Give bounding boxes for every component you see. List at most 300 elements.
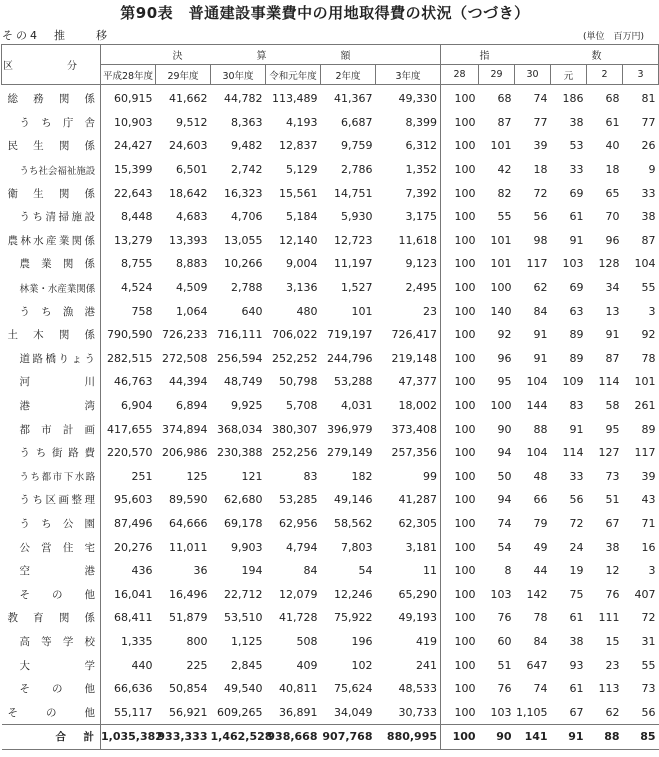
index-cell: 78 xyxy=(641,351,656,365)
index-cell: 100 xyxy=(441,630,479,654)
index-cell: 65 xyxy=(605,186,620,200)
amount-cell: 4,794 xyxy=(286,540,318,554)
index-cell: 114 xyxy=(598,375,620,389)
amount-cell: 8,755 xyxy=(121,257,153,271)
index-cell: 79 xyxy=(533,516,548,530)
amount-cell: 24,603 xyxy=(169,139,208,153)
amount-cell: 1,035,382 xyxy=(101,725,156,750)
row-label: 衛生関係 xyxy=(2,181,101,205)
amount-cell: 182 xyxy=(351,469,373,483)
amount-cell: 396,979 xyxy=(327,422,373,436)
index-cell: 95 xyxy=(605,422,620,436)
index-cell: 72 xyxy=(569,516,584,530)
index-cell: 51 xyxy=(497,658,512,672)
index-cell: 61 xyxy=(569,611,584,625)
amount-cell: 8,399 xyxy=(405,115,438,129)
amount-cell: 95,603 xyxy=(114,493,153,507)
amount-cell: 1,527 xyxy=(341,281,373,295)
table-row xyxy=(2,370,659,394)
index-cell: 100 xyxy=(441,394,479,418)
amount-cell: 279,149 xyxy=(327,446,373,460)
index-cell: 74 xyxy=(533,682,548,696)
amount-cell: 4,031 xyxy=(341,399,373,413)
index-cell: 61 xyxy=(569,682,584,696)
amount-cell: 206,986 xyxy=(162,446,208,460)
table-row xyxy=(2,394,659,418)
index-cell: 92 xyxy=(641,328,656,342)
index-cell: 100 xyxy=(441,535,479,559)
amount-cell: 907,768 xyxy=(321,725,376,750)
amount-cell: 230,388 xyxy=(217,446,263,460)
index-cell: 100 xyxy=(441,134,479,158)
index-cell: 98 xyxy=(533,233,548,247)
amount-cell: 9,759 xyxy=(341,139,373,153)
amount-cell: 609,265 xyxy=(217,705,263,719)
index-cell: 38 xyxy=(569,634,584,648)
amount-cell: 719,197 xyxy=(327,328,373,342)
index-cell: 93 xyxy=(569,658,584,672)
amount-cell: 1,335 xyxy=(121,634,153,648)
index-cell: 66 xyxy=(533,493,548,507)
amount-cell: 101 xyxy=(351,304,373,318)
amount-cell: 374,894 xyxy=(162,422,208,436)
index-cell: 94 xyxy=(497,493,512,507)
index-cell: 100 xyxy=(441,158,479,182)
index-cell: 38 xyxy=(641,210,656,224)
index-cell: 3 xyxy=(648,304,656,318)
amount-cell: 15,561 xyxy=(279,186,318,200)
index-cell: 88 xyxy=(533,422,548,436)
index-cell: 127 xyxy=(598,446,620,460)
index-cell: 67 xyxy=(605,516,620,530)
table-row xyxy=(2,276,659,300)
index-cell: 100 xyxy=(441,181,479,205)
amount-cell: 480 xyxy=(296,304,318,318)
table-subtitle: その4 推 移 xyxy=(2,29,110,42)
index-cell: 75 xyxy=(569,587,584,601)
index-cell: 84 xyxy=(533,634,548,648)
amount-cell: 62,956 xyxy=(279,516,318,530)
amount-cell: 60,915 xyxy=(114,92,153,106)
index-cell: 67 xyxy=(569,705,584,719)
amount-cell: 50,798 xyxy=(279,375,318,389)
index-cell: 33 xyxy=(641,186,656,200)
amount-cell: 368,034 xyxy=(217,422,263,436)
index-cell: 60 xyxy=(497,634,512,648)
table-row xyxy=(2,677,659,701)
index-cell: 100 xyxy=(441,85,479,111)
amount-cell: 10,903 xyxy=(114,115,153,129)
header-index-year: 28 xyxy=(441,65,479,85)
amount-cell: 11,618 xyxy=(398,233,438,247)
amount-cell: 68,411 xyxy=(114,611,153,625)
index-cell: 100 xyxy=(441,512,479,536)
row-label: 農林水産業関係 xyxy=(2,229,101,253)
amount-cell: 46,763 xyxy=(114,375,153,389)
index-cell: 128 xyxy=(598,257,620,271)
amount-cell: 706,022 xyxy=(272,328,318,342)
row-label: 河川 xyxy=(2,370,101,394)
amount-cell: 2,845 xyxy=(231,658,263,672)
amount-cell: 12,246 xyxy=(334,587,373,601)
amount-cell: 75,922 xyxy=(334,611,373,625)
index-cell: 18 xyxy=(533,163,548,177)
header-amount-year: 30年度 xyxy=(211,65,266,85)
amount-cell: 9,903 xyxy=(231,540,263,554)
amount-cell: 6,894 xyxy=(176,399,208,413)
amount-cell: 22,712 xyxy=(224,587,263,601)
index-cell: 89 xyxy=(569,328,584,342)
amount-cell: 272,508 xyxy=(162,351,208,365)
index-cell: 70 xyxy=(605,210,620,224)
index-cell: 23 xyxy=(605,658,620,672)
index-cell: 91 xyxy=(569,233,584,247)
row-label: 都市計画 xyxy=(2,417,101,441)
row-label: 空港 xyxy=(2,559,101,583)
amount-cell: 938,668 xyxy=(266,725,321,750)
index-cell: 103 xyxy=(490,705,512,719)
index-cell: 77 xyxy=(641,115,656,129)
index-cell: 55 xyxy=(497,210,512,224)
index-cell: 90 xyxy=(479,725,515,750)
amount-cell: 244,796 xyxy=(327,351,373,365)
index-cell: 74 xyxy=(533,92,548,106)
amount-cell: 1,064 xyxy=(176,304,208,318)
index-cell: 101 xyxy=(490,139,512,153)
index-cell: 100 xyxy=(441,700,479,724)
amount-cell: 9,004 xyxy=(286,257,318,271)
row-label: その他 xyxy=(2,700,101,724)
amount-cell: 726,417 xyxy=(391,328,438,342)
amount-cell: 23 xyxy=(423,304,438,318)
index-cell: 261 xyxy=(634,399,656,413)
amount-cell: 8,883 xyxy=(176,257,208,271)
amount-cell: 196 xyxy=(351,634,373,648)
index-cell: 100 xyxy=(441,725,479,750)
amount-cell: 417,655 xyxy=(107,422,153,436)
index-cell: 40 xyxy=(605,139,620,153)
amount-cell: 47,377 xyxy=(398,375,438,389)
amount-cell: 48,749 xyxy=(224,375,263,389)
table-row xyxy=(2,85,659,111)
table-row xyxy=(2,488,659,512)
amount-cell: 20,276 xyxy=(114,540,153,554)
amount-cell: 2,786 xyxy=(341,163,373,177)
amount-cell: 44,782 xyxy=(224,92,263,106)
index-cell: 100 xyxy=(441,653,479,677)
amount-cell: 5,708 xyxy=(286,399,318,413)
index-cell: 1,105 xyxy=(516,705,548,719)
amount-cell: 44,394 xyxy=(169,375,208,389)
row-label: うち区画整理 xyxy=(2,488,101,512)
index-cell: 90 xyxy=(497,422,512,436)
index-cell: 33 xyxy=(569,163,584,177)
table-title: 第90表 普通建設事業費中の用地取得費の状況（つづき） xyxy=(120,4,530,22)
index-cell: 101 xyxy=(490,257,512,271)
index-cell: 50 xyxy=(497,469,512,483)
header-amount-year: 2年度 xyxy=(321,65,376,85)
row-label: 総務関係 xyxy=(2,85,101,111)
index-cell: 53 xyxy=(569,139,584,153)
table-row xyxy=(2,252,659,276)
row-label: 港湾 xyxy=(2,394,101,418)
index-cell: 34 xyxy=(605,281,620,295)
row-label: うち都市下水路 xyxy=(2,465,101,489)
index-cell: 51 xyxy=(605,493,620,507)
amount-cell: 102 xyxy=(351,658,373,672)
row-label: 民生関係 xyxy=(2,134,101,158)
amount-cell: 220,570 xyxy=(107,446,153,460)
index-cell: 42 xyxy=(497,163,512,177)
amount-cell: 15,399 xyxy=(114,163,153,177)
index-cell: 100 xyxy=(441,417,479,441)
amount-cell: 5,129 xyxy=(286,163,318,177)
index-cell: 83 xyxy=(569,399,584,413)
table-row xyxy=(2,229,659,253)
index-cell: 114 xyxy=(562,446,584,460)
amount-cell: 4,683 xyxy=(176,210,208,224)
index-cell: 144 xyxy=(526,399,548,413)
index-cell: 72 xyxy=(641,611,656,625)
amount-cell: 51,879 xyxy=(169,611,208,625)
amount-cell: 62,305 xyxy=(398,516,438,530)
index-cell: 73 xyxy=(641,682,656,696)
amount-cell: 54 xyxy=(358,564,373,578)
amount-cell: 257,356 xyxy=(391,446,438,460)
unit-note: (単位 百万円) xyxy=(582,32,644,42)
amount-cell: 41,662 xyxy=(169,92,208,106)
amount-cell: 4,524 xyxy=(121,281,153,295)
amount-cell: 16,323 xyxy=(224,186,263,200)
header-amount-year: 3年度 xyxy=(376,65,441,85)
row-label: うち社会福祉施設 xyxy=(2,158,101,182)
amount-cell: 5,184 xyxy=(286,210,318,224)
header-index-year: 2 xyxy=(587,65,623,85)
amount-cell: 40,811 xyxy=(279,682,318,696)
index-cell: 117 xyxy=(526,257,548,271)
index-cell: 13 xyxy=(605,304,620,318)
index-cell: 3 xyxy=(648,564,656,578)
table-row xyxy=(2,111,659,135)
table-row xyxy=(2,134,659,158)
index-cell: 100 xyxy=(441,299,479,323)
row-label: 土木関係 xyxy=(2,323,101,347)
row-label: 合計 xyxy=(2,725,101,750)
row-label: 大学 xyxy=(2,653,101,677)
total-row xyxy=(2,725,659,750)
index-cell: 61 xyxy=(605,115,620,129)
header-amount-year: 令和元年度 xyxy=(266,65,321,85)
index-cell: 89 xyxy=(641,422,656,436)
amount-cell: 9,925 xyxy=(231,399,263,413)
amount-cell: 373,408 xyxy=(391,422,438,436)
index-cell: 62 xyxy=(605,705,620,719)
index-cell: 82 xyxy=(497,186,512,200)
index-cell: 87 xyxy=(497,115,512,129)
amount-cell: 933,333 xyxy=(156,725,211,750)
amount-cell: 12,140 xyxy=(279,233,318,247)
table-row xyxy=(2,323,659,347)
header-indices: 指 数 xyxy=(441,45,659,65)
index-cell: 78 xyxy=(533,611,548,625)
amount-cell: 53,288 xyxy=(334,375,373,389)
amount-cell: 6,501 xyxy=(176,163,208,177)
row-label: うち漁港 xyxy=(2,299,101,323)
header-row-groups xyxy=(2,45,659,65)
index-cell: 61 xyxy=(569,210,584,224)
table-row xyxy=(2,512,659,536)
amount-cell: 6,312 xyxy=(405,139,438,153)
amount-cell: 41,287 xyxy=(398,493,438,507)
amount-cell: 65,290 xyxy=(398,587,438,601)
amount-cell: 9,123 xyxy=(405,257,438,271)
index-cell: 56 xyxy=(641,705,656,719)
amount-cell: 6,904 xyxy=(121,399,153,413)
amount-cell: 790,590 xyxy=(107,328,153,342)
amount-cell: 758 xyxy=(131,304,153,318)
amount-cell: 10,266 xyxy=(224,257,263,271)
amount-cell: 1,125 xyxy=(231,634,263,648)
amount-cell: 8,363 xyxy=(231,115,263,129)
amount-cell: 252,256 xyxy=(272,446,318,460)
index-cell: 54 xyxy=(497,540,512,554)
amount-cell: 8,448 xyxy=(121,210,153,224)
table-row xyxy=(2,158,659,182)
index-cell: 89 xyxy=(569,351,584,365)
amount-cell: 24,427 xyxy=(114,139,153,153)
index-cell: 87 xyxy=(641,233,656,247)
index-cell: 100 xyxy=(441,229,479,253)
amount-cell: 58,562 xyxy=(334,516,373,530)
index-cell: 81 xyxy=(641,92,656,106)
amount-cell: 252,252 xyxy=(272,351,318,365)
amount-cell: 419 xyxy=(416,634,438,648)
index-cell: 186 xyxy=(562,92,584,106)
index-cell: 100 xyxy=(441,323,479,347)
amount-cell: 9,512 xyxy=(176,115,208,129)
index-cell: 72 xyxy=(533,186,548,200)
amount-cell: 11,011 xyxy=(169,540,208,554)
table-row xyxy=(2,653,659,677)
index-cell: 142 xyxy=(526,587,548,601)
index-cell: 39 xyxy=(641,469,656,483)
index-cell: 85 xyxy=(623,725,659,750)
amount-cell: 219,148 xyxy=(391,351,438,365)
index-cell: 24 xyxy=(569,540,584,554)
amount-cell: 4,193 xyxy=(286,115,318,129)
amount-cell: 121 xyxy=(241,469,263,483)
table-row xyxy=(2,441,659,465)
index-cell: 9 xyxy=(648,163,656,177)
amount-cell: 13,279 xyxy=(114,233,153,247)
table-row xyxy=(2,582,659,606)
amount-cell: 62,680 xyxy=(224,493,263,507)
index-cell: 12 xyxy=(605,564,620,578)
index-cell: 62 xyxy=(533,281,548,295)
amount-cell: 16,041 xyxy=(114,587,153,601)
amount-cell: 256,594 xyxy=(217,351,263,365)
index-cell: 104 xyxy=(634,257,656,271)
index-cell: 96 xyxy=(497,351,512,365)
index-cell: 91 xyxy=(533,351,548,365)
index-cell: 91 xyxy=(533,328,548,342)
index-cell: 88 xyxy=(587,725,623,750)
amount-cell: 440 xyxy=(131,658,153,672)
index-cell: 38 xyxy=(569,115,584,129)
amount-cell: 56,921 xyxy=(169,705,208,719)
table-row xyxy=(2,559,659,583)
row-label: うち庁舎 xyxy=(2,111,101,135)
amount-cell: 7,392 xyxy=(405,186,438,200)
amount-cell: 880,995 xyxy=(376,725,441,750)
index-cell: 58 xyxy=(605,399,620,413)
amount-cell: 380,307 xyxy=(272,422,318,436)
amount-cell: 1,462,528 xyxy=(211,725,266,750)
index-cell: 141 xyxy=(515,725,551,750)
amount-cell: 34,049 xyxy=(334,705,373,719)
amount-cell: 716,111 xyxy=(217,328,263,342)
amount-cell: 83 xyxy=(303,469,318,483)
index-cell: 76 xyxy=(497,682,512,696)
index-cell: 117 xyxy=(634,446,656,460)
table-row xyxy=(2,417,659,441)
amount-cell: 194 xyxy=(241,564,263,578)
header-index-year: 3 xyxy=(623,65,659,85)
amount-cell: 436 xyxy=(131,564,153,578)
table-row xyxy=(2,630,659,654)
index-cell: 71 xyxy=(641,516,656,530)
index-cell: 100 xyxy=(441,559,479,583)
index-cell: 68 xyxy=(605,92,620,106)
amount-cell: 7,803 xyxy=(341,540,373,554)
index-cell: 100 xyxy=(441,370,479,394)
amount-cell: 13,055 xyxy=(224,233,263,247)
row-label: うち清掃施設 xyxy=(2,205,101,229)
row-label: 高等学校 xyxy=(2,630,101,654)
row-label: 林業・水産業関係 xyxy=(2,276,101,300)
index-cell: 44 xyxy=(533,564,548,578)
index-cell: 100 xyxy=(441,441,479,465)
amount-cell: 66,636 xyxy=(114,682,153,696)
amount-cell: 3,175 xyxy=(405,210,438,224)
index-cell: 49 xyxy=(533,540,548,554)
amount-cell: 41,367 xyxy=(334,92,373,106)
index-cell: 91 xyxy=(551,725,587,750)
index-cell: 43 xyxy=(641,493,656,507)
index-cell: 8 xyxy=(504,564,512,578)
row-label: うち街路費 xyxy=(2,441,101,465)
amount-cell: 4,706 xyxy=(231,210,263,224)
amount-cell: 113,489 xyxy=(272,92,318,106)
index-cell: 100 xyxy=(441,347,479,371)
index-cell: 26 xyxy=(641,139,656,153)
data-table xyxy=(1,44,659,750)
index-cell: 100 xyxy=(441,488,479,512)
amount-cell: 225 xyxy=(186,658,208,672)
index-cell: 103 xyxy=(490,587,512,601)
amount-cell: 41,728 xyxy=(279,611,318,625)
index-cell: 100 xyxy=(441,205,479,229)
index-cell: 69 xyxy=(569,281,584,295)
index-cell: 77 xyxy=(533,115,548,129)
amount-cell: 30,733 xyxy=(398,705,438,719)
amount-cell: 2,495 xyxy=(405,281,438,295)
amount-cell: 49,193 xyxy=(398,611,438,625)
index-cell: 16 xyxy=(641,540,656,554)
amount-cell: 12,723 xyxy=(334,233,373,247)
index-cell: 100 xyxy=(441,465,479,489)
index-cell: 101 xyxy=(490,233,512,247)
